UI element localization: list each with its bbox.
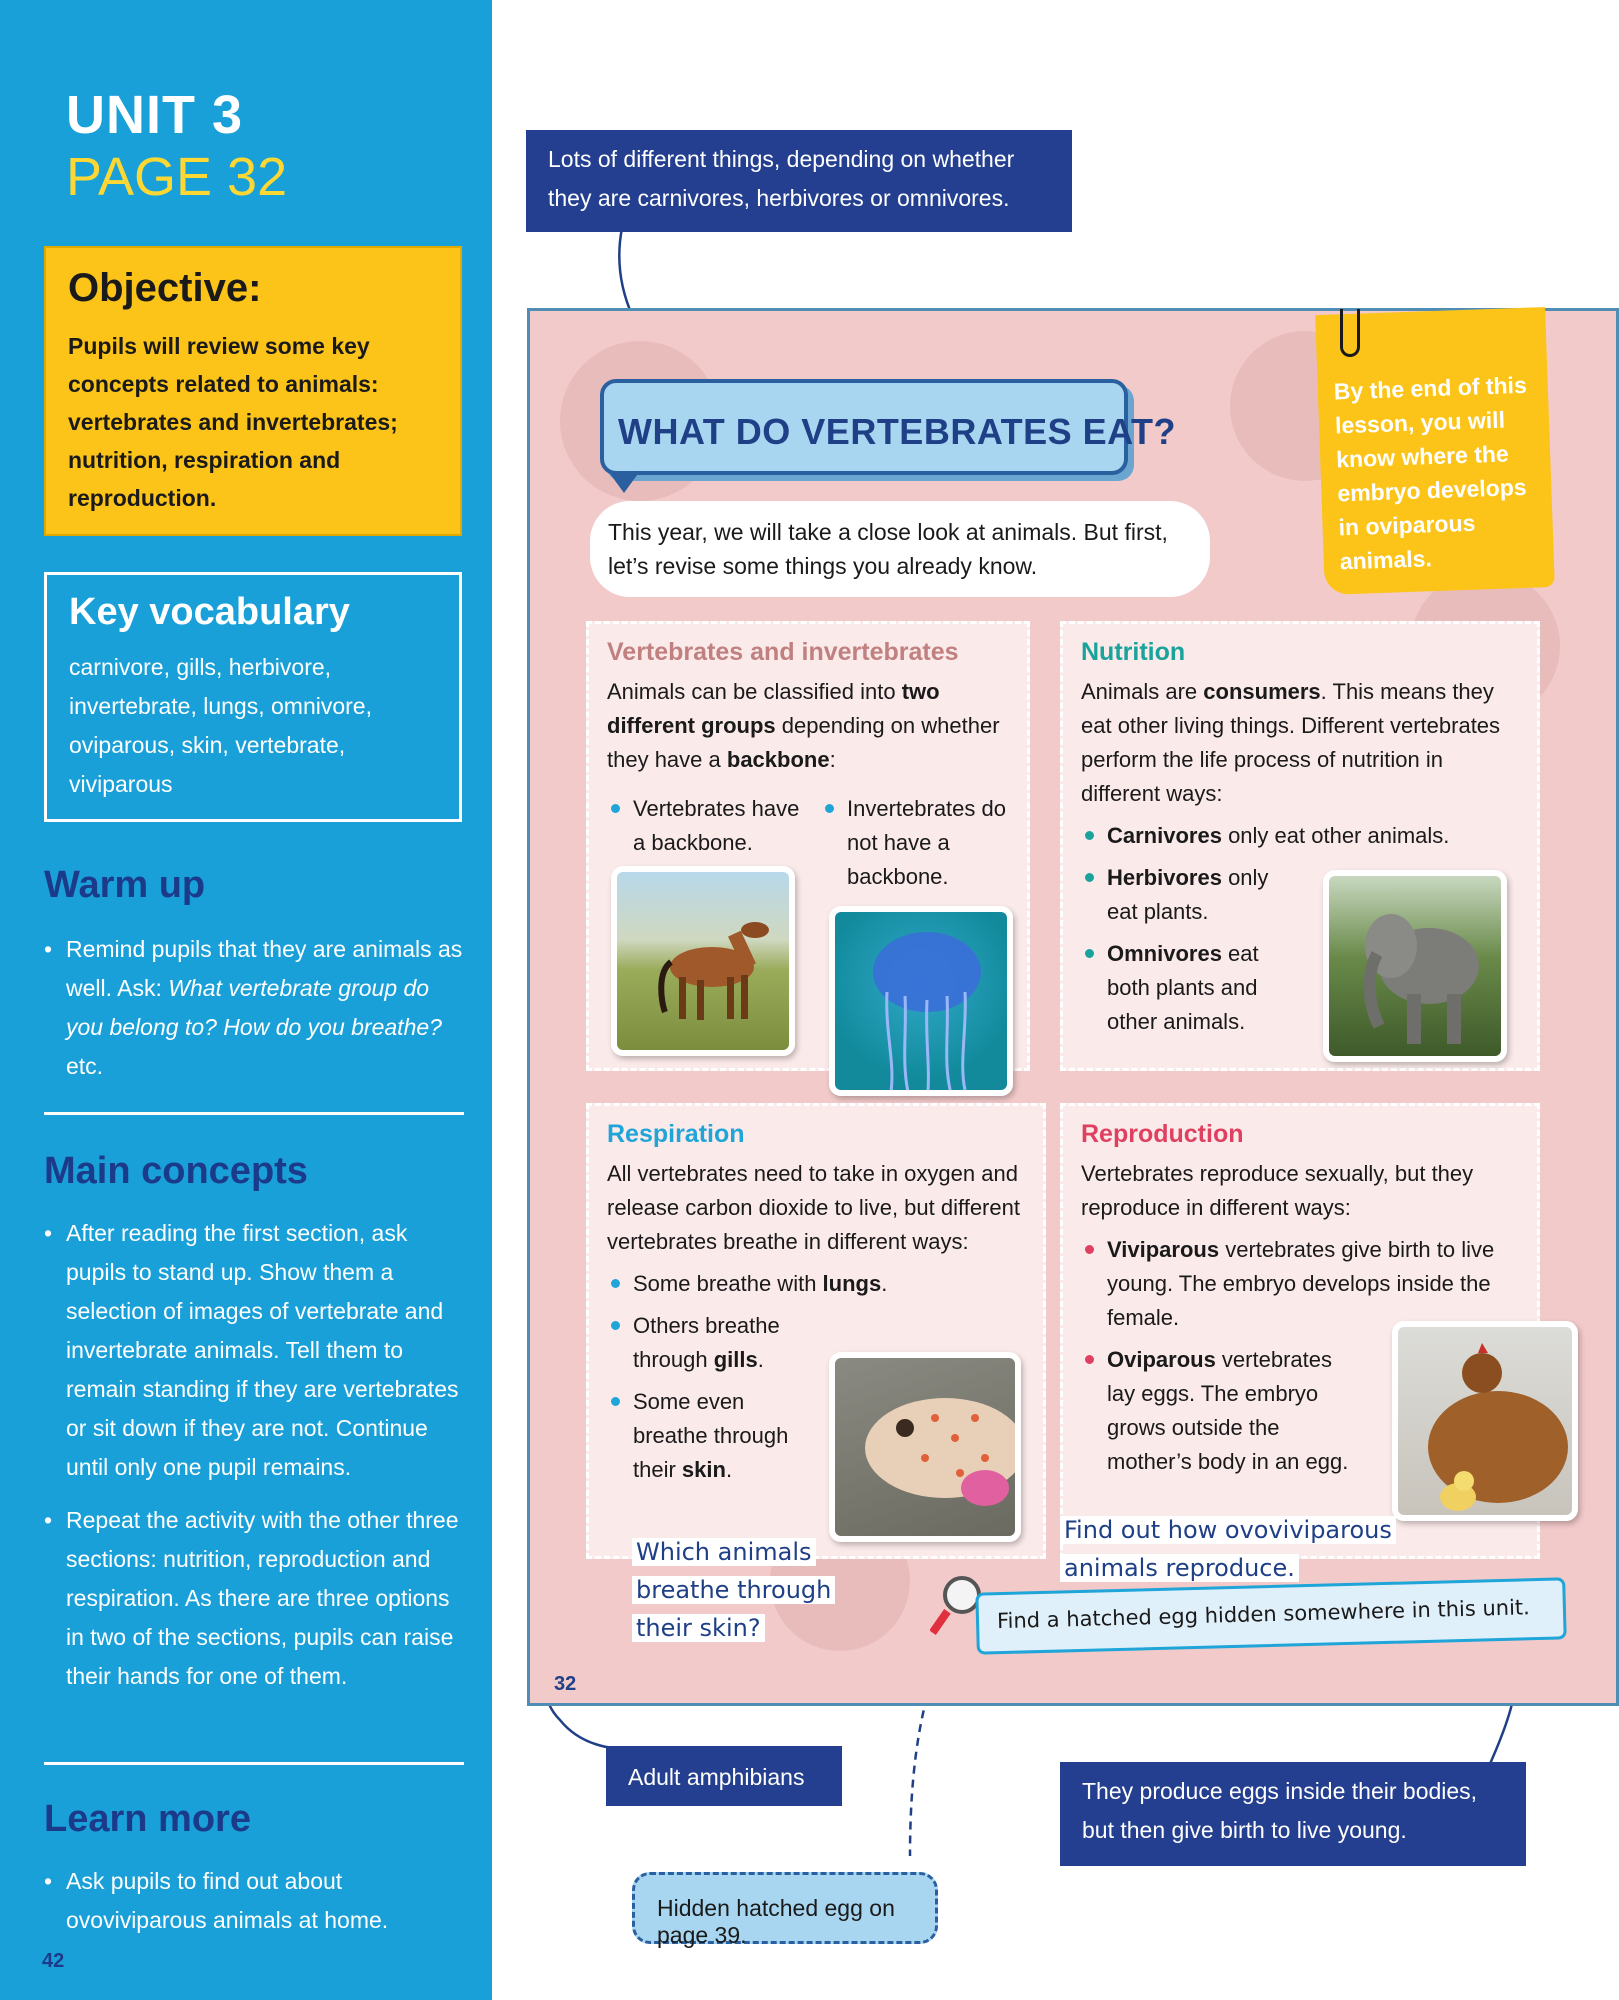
learn-more-list [44,1862,468,1954]
text-span: Others breathe through [633,1313,780,1372]
learn-more-heading: Learn more [44,1798,251,1840]
divider [44,1112,464,1115]
panel-heading: Nutrition [1081,638,1186,666]
list-item [1081,861,1281,929]
main-concepts-list [44,1214,468,1710]
callout-amphibians: Adult amphibians [606,1746,842,1806]
text-span: . [757,1347,764,1372]
main-concepts-heading: Main concepts [44,1150,308,1192]
list-item [607,1309,807,1377]
text-span: vertebrates lay eggs. The embryo grows outside the mother’s body in an egg. [1107,1347,1349,1474]
vertebrate-list [607,784,803,860]
list-item [1081,937,1281,1039]
vocabulary-text: carnivore, gills, herbivore, invertebrate, lungs, omnivore, oviparous, skin, vertebrate, viviparous [69,654,372,797]
list-item [607,1267,1025,1301]
teacher-sidebar [0,0,492,2000]
list-item [607,1385,807,1487]
title-speech-bubble [600,379,1176,475]
question-line [1060,1511,1396,1549]
warm-up-lead: Remind pupils that they are animals as well. Ask: [66,936,463,1001]
paperclip-icon [1340,309,1360,357]
bold-span: Omnivores [1107,941,1222,966]
bold-span: lungs [822,1271,882,1296]
text-span: vertebrates give birth to live young. The embryo develops inside the female. [1107,1237,1495,1330]
text-span: eat both plants and other animals. [1107,941,1259,1034]
warm-up-list [44,930,468,1100]
page-title: PAGE 32 [66,147,288,207]
objective-sticky-note: By the end of this lesson, you will know where the embryo develops in oviparous animals. [1315,307,1555,595]
text-span: Animals can be classified into [607,679,902,704]
hen-icon [1398,1327,1578,1521]
elephant-photo [1323,870,1507,1062]
fish-photo [829,1352,1021,1542]
main-concepts-item: • Repeat the activity with the other three sections: nutrition, reproduction and respiration. As there are three options in two of the sections, pupils can raise their hands for one of them. [44,1501,468,1696]
question-skin [632,1533,835,1647]
warm-up-tail: etc. [66,1053,104,1079]
text-span: . [881,1271,888,1296]
vocabulary-heading: Key vocabulary [69,591,350,633]
text-span: Find out how ovoviviparous [1060,1516,1396,1544]
hen-photo [1392,1321,1578,1521]
bold-span: Herbivores [1107,865,1222,890]
panel-respiration [586,1103,1046,1559]
question-ovoviviparous [1060,1511,1396,1587]
panel-vertebrates [586,621,1030,1071]
text-span: . [725,1457,733,1482]
bold-span: two different groups [607,679,940,738]
text-span: only eat other animals. [1221,823,1450,848]
page-number: 42 [42,1950,65,1972]
panel-heading: Vertebrates and invertebrates [607,638,959,666]
invertebrate-list [821,784,1017,894]
bold-span: Carnivores [1107,823,1222,848]
question-line [632,1609,835,1647]
horse-photo [611,866,795,1056]
objective-box [44,246,462,536]
main-concepts-item: • After reading the first section, ask pupils to stand up. Show them a selection of images of vertebrate and invertebrate animals. Tell them to remain standing if they are vertebrates or sit down if they are not. Continue until only one pupil remains. [44,1214,468,1487]
list-item: Vertebrates have a backbone. [607,792,803,860]
intro-text: This year, we will take a close look at animals. But first, let’s revise some things you already know. [590,501,1210,597]
bold-span: backbone [726,747,830,772]
bold-span: gills [713,1347,758,1372]
bold-span: Viviparous [1107,1237,1220,1262]
text-span: only eat plants. [1107,865,1269,924]
jellyfish-photo [829,906,1013,1096]
text-span: Some even breathe through their [633,1389,789,1482]
panel-text [607,675,1009,777]
warm-up-item [44,930,468,1086]
text-span: Which animals [632,1538,816,1566]
warm-up-question: What vertebrate group do you belong to? How do you breathe? [66,975,442,1040]
panel-heading: Reproduction [1081,1120,1244,1148]
unit-title: UNIT 3 [66,85,244,145]
question-line [632,1571,835,1609]
divider [44,1762,464,1765]
panel-text: Vertebrates reproduce sexually, but they reproduce in different ways: [1081,1161,1474,1220]
text-span: breathe through [632,1576,835,1604]
list-item [1081,819,1519,853]
question-line [1060,1549,1396,1587]
warm-up-heading: Warm up [44,864,206,906]
text-span: animals reproduce. [1060,1554,1299,1582]
bold-span: skin [681,1457,726,1482]
book-page-number: 32 [554,1673,577,1695]
speech-bubble-tail [608,471,640,493]
list-item [1081,1233,1519,1335]
callout-ovoviviparous: They produce eggs inside their bodies, but then give birth to live young. [1060,1762,1526,1866]
panel-text [1081,675,1519,811]
panel-nutrition [1060,621,1540,1071]
elephant-icon [1329,876,1507,1062]
panel-heading: Respiration [607,1120,745,1148]
jellyfish-icon [835,912,1013,1096]
learn-more-item: • Ask pupils to find out about ovoviviparous animals at home. [44,1862,468,1940]
objective-heading: Objective: [68,266,262,310]
callout-top: Lots of different things, depending on whether they are carnivores, herbivores or omnivores. [526,130,1072,232]
panel-text: All vertebrates need to take in oxygen and release carbon dioxide to live, but different vertebrates breathe in different ways: [607,1161,1020,1254]
objective-text: Pupils will review some key concepts related to animals: vertebrates and invertebrates; nutrition, respiration and reproduction. [68,333,398,511]
bold-span: Oviparous [1107,1347,1216,1372]
horse-icon [617,872,795,1056]
text-span: . This means they eat other living things. Different vertebrates perform the life process of nutrition in different ways: [1081,679,1501,806]
text-span: : [829,747,836,772]
bold-span: consumers [1203,679,1321,704]
fish-icon [835,1358,1021,1542]
find-egg-banner: Find a hatched egg hidden somewhere in this unit. [975,1577,1566,1654]
text-span: depending on whether they have a [607,713,1000,772]
text-span: Some breathe with [633,1271,823,1296]
page-heading: WHAT DO VERTEBRATES EAT? [618,411,1176,452]
list-item [1081,1343,1361,1479]
question-line [632,1533,835,1571]
vocabulary-box [44,572,462,822]
list-item: Invertebrates do not have a backbone. [821,792,1017,894]
callout-hidden-egg: Hidden hatched egg on page 39. [632,1872,938,1944]
text-span: their skin? [632,1614,765,1642]
pupil-book-page [527,308,1619,1706]
text-span: Animals are [1081,679,1204,704]
